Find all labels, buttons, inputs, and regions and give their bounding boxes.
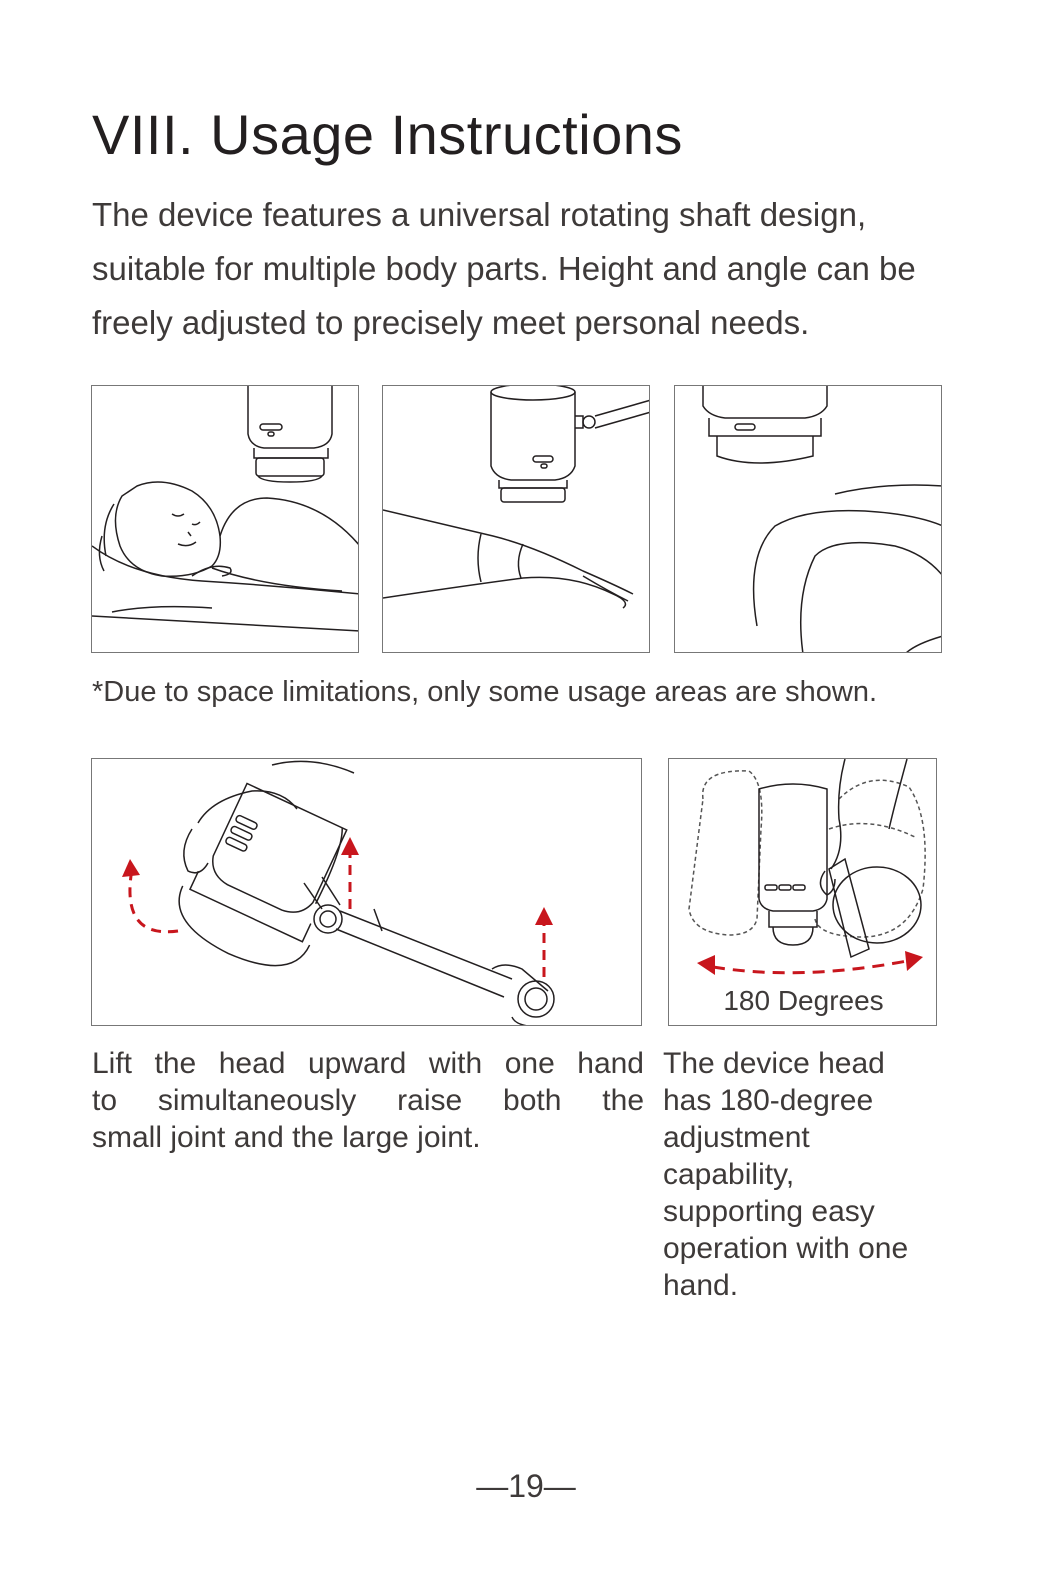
caption-lift-head bbox=[92, 1045, 644, 1156]
illustration-180-degrees bbox=[668, 758, 937, 1026]
degrees-label: 180 Degrees bbox=[723, 985, 884, 1016]
caption-180-degrees: The device head has 180-degree adjustment capability, supporting easy operation with one hand. bbox=[663, 1047, 909, 1302]
intro-paragraph: The device features a universal rotating shaft design, suitable for multiple body parts. Height and angle can be freely adjusted to precisely meet personal needs. bbox=[92, 196, 916, 341]
caption-lift-line-3: small joint and the large joint. bbox=[92, 1121, 481, 1154]
illustration-knee bbox=[674, 385, 942, 653]
illustration-lift-head bbox=[91, 758, 642, 1026]
illustration-face bbox=[91, 385, 359, 653]
page-number: —19— bbox=[476, 1468, 576, 1504]
illustration-arm bbox=[382, 385, 650, 653]
page-title: VIII. Usage Instructions bbox=[92, 103, 683, 166]
caption-lift-line-2: to simultaneously raise both the bbox=[92, 1084, 644, 1117]
usage-note: *Due to space limitations, only some usage areas are shown. bbox=[92, 676, 878, 708]
caption-lift-line-1: Lift the head upward with one hand bbox=[92, 1047, 644, 1080]
